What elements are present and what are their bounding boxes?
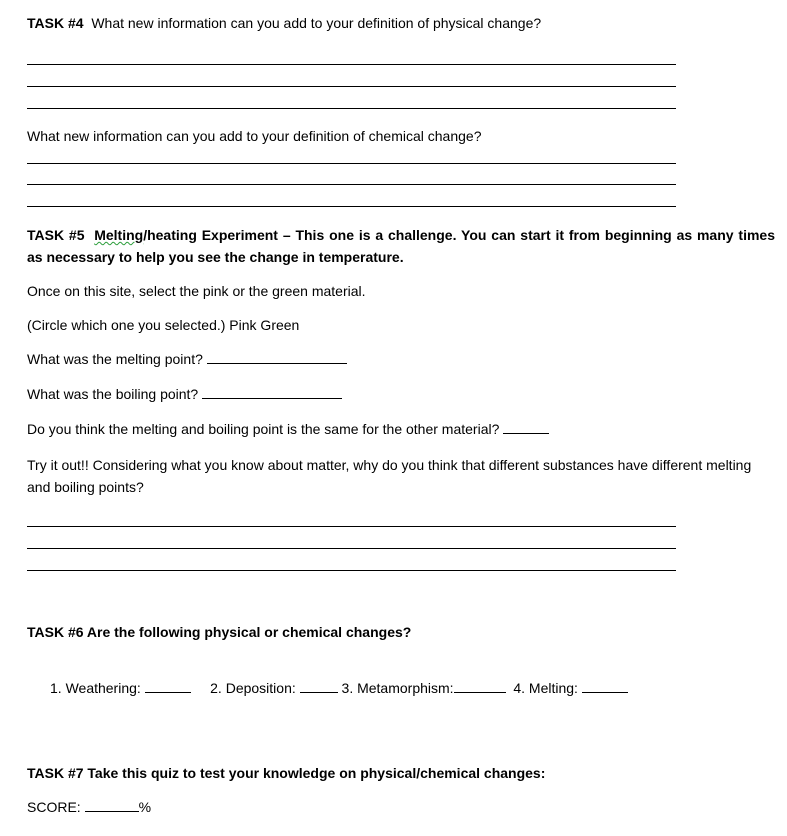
answer-line[interactable] [27, 184, 676, 185]
answer-line[interactable] [27, 86, 676, 87]
item-metamorphism: 3. Metamorphism: [341, 680, 454, 696]
task5-circle: (Circle which one you selected.) Pink Green [27, 317, 300, 333]
same-label: Do you think the melting and boiling point is the same for the other material? [27, 421, 500, 437]
answer-line[interactable] [27, 526, 676, 527]
melting-point-blank[interactable] [207, 351, 347, 364]
boiling-point-label: What was the boiling point? [27, 386, 199, 402]
same-blank[interactable] [503, 421, 549, 434]
task6-heading: TASK #6 Are the following physical or chemical changes? [27, 624, 412, 640]
task6-items [50, 680, 628, 696]
task5-heading-rest: /heating Experiment – This one is a challenge. You can start it from beginning as many times as necessary to help you see the change in temperature. [27, 227, 775, 265]
boiling-point-blank[interactable] [202, 386, 342, 399]
weathering-blank[interactable] [145, 680, 191, 693]
metamorphism-blank[interactable] [454, 680, 506, 693]
task7-heading: TASK #7 Take this quiz to test your knowledge on physical/chemical changes: [27, 765, 546, 781]
answer-line[interactable] [27, 108, 676, 109]
task4-question-physical [27, 15, 541, 31]
melting-point-label: What was the melting point? [27, 351, 203, 367]
try-it-question: Try it out!! Considering what you know about matter, why do you think that different substances have different melting and boiling points? [27, 457, 752, 495]
score-line [27, 799, 151, 815]
answer-line[interactable] [27, 163, 676, 164]
score-blank[interactable] [85, 799, 139, 812]
task4-label: TASK #4 [27, 15, 84, 31]
task5-heading [27, 224, 775, 268]
percent-sign: % [138, 799, 152, 815]
same-question [27, 421, 549, 437]
score-label: SCORE: [27, 799, 81, 815]
item-weathering: 1. Weathering: [50, 680, 141, 696]
item-deposition: 2. Deposition: [210, 680, 296, 696]
boiling-point-question [27, 386, 342, 402]
deposition-blank[interactable] [300, 680, 338, 693]
answer-line[interactable] [27, 64, 676, 65]
answer-line[interactable] [27, 570, 676, 571]
task4-q1: What new information can you add to your definition of physical change? [91, 15, 542, 31]
task5-select: Once on this site, select the pink or the green material. [27, 283, 366, 299]
melting-blank[interactable] [582, 680, 628, 693]
task5-label: TASK #5 [27, 227, 85, 243]
item-melting: 4. Melting: [513, 680, 578, 696]
answer-line[interactable] [27, 548, 676, 549]
melting-point-question [27, 351, 347, 367]
task5-heading-melting: Melting [94, 227, 144, 243]
answer-line[interactable] [27, 206, 676, 207]
task4-q2: What new information can you add to your definition of chemical change? [27, 128, 482, 144]
